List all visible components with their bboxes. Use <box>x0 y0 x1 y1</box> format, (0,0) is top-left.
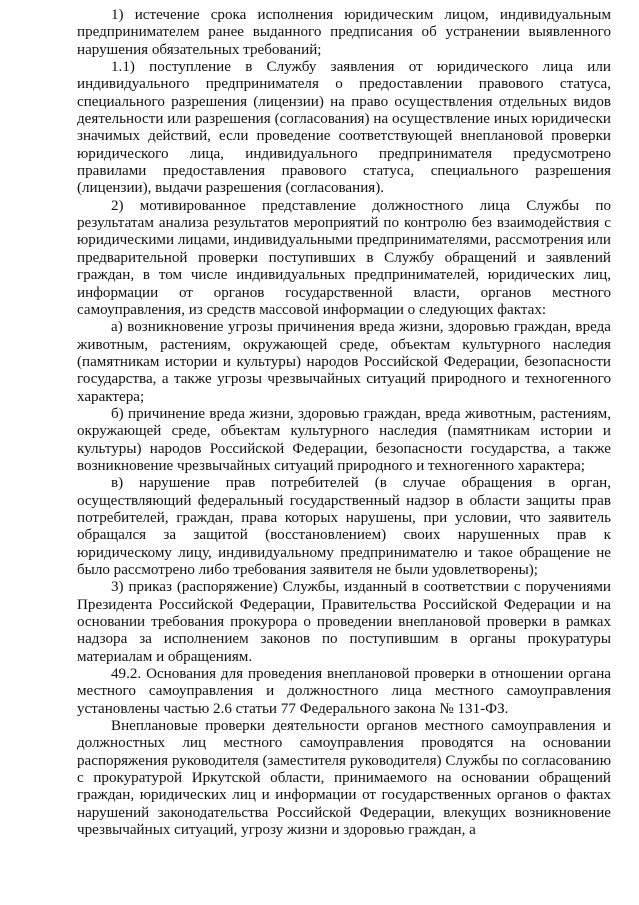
paragraph-harm-caused: б) причинение вреда жизни, здоровью граждан, вреда животным, растениям, окружающей среде, объектам культурного наследия (памятникам истории и культуры) народов Российской Федерации, безопасности государства, а также возникновение чрезвычайных ситуаций природного и техногенного характера; <box>77 405 611 474</box>
paragraph-expiry-of-order: 1) истечение срока исполнения юридическим лицом, индивидуальным предпринимателем ранее выданного предписания об устранении выявленного нарушения обязательных требований; <box>77 7 611 58</box>
document-page <box>77 7 611 840</box>
paragraph-threat-of-harm: а) возникновение угрозы причинения вреда жизни, здоровью граждан, вреда животным, растениям, окружающей среде, объектам культурного наследия (памятникам истории и культуры) народов Российской Федерации, безопасности государства, а также угрозы чрезвычайных ситуаций природного и техногенного характера; <box>77 319 611 405</box>
paragraph-consumer-rights: в) нарушение прав потребителей (в случае обращения в орган, осуществляющий федеральный государственный надзор в области защиты прав потребителей, граждан, права которых нарушены, при условии, что заявитель обращался за защитой (восстановлением) своих нарушенных прав к юридическому лицу, индивидуальному предпринимателю и такое обращение не было рассмотрено либо требования заявителя не были удовлетворены); <box>77 475 611 578</box>
paragraph-unscheduled-inspections: Внеплановые проверки деятельности органов местного самоуправления и должностных лиц местного самоуправления проводятся на основании распоряжения руководителя (заместителя руководителя) Службы по согласованию с прокуратурой Иркутской области, принимаемого на основании обращений граждан, юридических лиц и информации от государственных органов о фактах нарушений законодательства Российской Федерации, влекущих возникновение чрезвычайных ситуаций, угрозу жизни и здоровью граждан, а <box>77 718 611 839</box>
paragraph-service-order: 3) приказ (распоряжение) Службы, изданный в соответствии с поручениями Президента Российской Федерации, Правительства Российской Федерации и на основании требования прокурора о проведении внеплановой проверки в рамках надзора за исполнением законов по поступившим в органы прокуратуры материалам и обращениям. <box>77 579 611 665</box>
paragraph-application-for-status: 1.1) поступление в Службу заявления от юридического лица или индивидуального предпринимателя о предоставлении правового статуса, специального разрешения (лицензии) на право осуществления отдельных видов деятельности или разрешения (согласования) на осуществление иных юридически значимых действий, если проведение соответствующей внеплановой проверки юридического лица, индивидуального предпринимателя предусмотрено правилами предоставления правового статуса, специального разрешения (лицензии), выдачи разрешения (согласования). <box>77 59 611 197</box>
paragraph-motivated-submission: 2) мотивированное представление должностного лица Службы по результатам анализа результатов мероприятий по контролю без взаимодействия с юридическими лицами, индивидуальными предпринимателями, рассмотрения или предварительной проверки поступивших в Службу обращений и заявлений граждан, в том числе индивидуальных предпринимателей, юридических лиц, информации от органов государственной власти, органов местного самоуправления, из средств массовой информации о следующих фактах: <box>77 197 611 318</box>
paragraph-section-49-2: 49.2. Основания для проведения внеплановой проверки в отношении органа местного самоуправления и должностного лица местного самоуправления установлены частью 2.6 статьи 77 Федерального закона № 131-ФЗ. <box>77 666 611 717</box>
